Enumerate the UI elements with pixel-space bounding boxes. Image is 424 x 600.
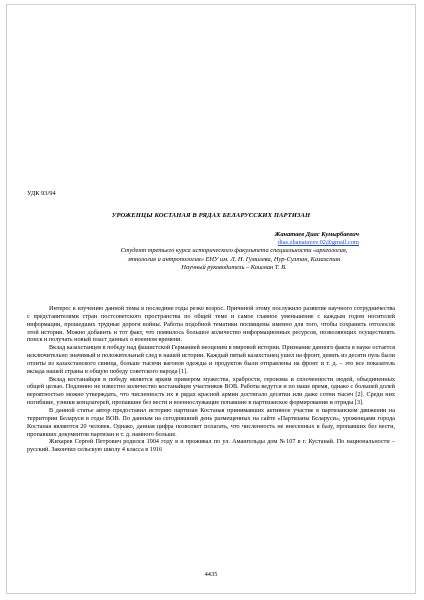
affiliation-line-2: этнология и антропология» ЕНУ им. Л. Н. Гумилева, Нур-Султан, Казахстан <box>127 255 341 263</box>
page-number: 4435 <box>204 571 218 578</box>
paragraph: Вклад костанайцев в победу является ярким примером мужества, храбрости, героизма и сплоченности людей, объединенных общей целью. Подлинно не известно количество костанайцев участников ВОВ. Работы ведутся и по наше время, однако с большей долей вероятностью можно утверждать, что численность их в рядах красной армии достигало десятки или даже сотни тысяч [2]. Среди них погибшие, узники концлагерей, пропавшие без вести и военнослужащие попавшие в партизанское формирования и отряды [3]. <box>27 375 395 407</box>
paragraph: Жихарев Сергей Петрович родился 1904 году в и проживал по ул. Амангельды дом №107 в г. Кустанай. По национальности – русский. Закончил сельскую школу 4 класса в 1916 <box>27 438 395 454</box>
author-block <box>109 231 359 272</box>
email-line <box>109 239 359 247</box>
article-body <box>27 305 395 454</box>
paragraph: Интерес к изучению данной темы в последние годы резко возрос. Причиной этому послужило развитие научного сотрудничества с представителями стран постсоветского пространства по общей теме и самое главное уменьшение с каждым годом носителей информации, прошедших трудные дороги войны. Работы подобной тематики посвящены именно для того, чтобы сохранить отголосок этой истории. Можно добавить и тот факт, что появилось большое количество информационных ресурсов, позволяющих осуществлять поиск и получать новый пласт данных о военном времени. <box>27 305 395 344</box>
article-title: УРОЖЕНЦЫ КОСТАНАЯ В РЯДАХ БЕЛАРУССКИХ ПАРТИЗАН <box>111 212 311 219</box>
document-page <box>6 4 416 594</box>
author-email-link[interactable]: dias.zhanatayev.02@gmail.com <box>277 239 359 247</box>
affiliation-line-1: Студент третьего курса исторического факультета специальности «археология, <box>120 247 348 255</box>
supervisor-line: Научный руководитель – Кошман Т. В. <box>181 263 287 271</box>
author-name: Жанатаев Диас Кумырбаевич <box>274 231 359 238</box>
paragraph: Вклад казахстанцев в победу над фашистской Германией неоценим в мировой истории. Признание данного факта в науке остается исключительно значимый и положительный след в нашей истории. Каждый пятый казахстанец ушел на фронт, девять из десяти пуль были отлиты из казахстанского свинца, больше тысячи вагонов одежды и продуктов были отправлены на фронт и т. д. – это все показатель вклада нашей страны в общую победу советского народа [1]. <box>27 344 395 375</box>
paragraph: В данной статье автор предоставил историю партизан Костаная принимавших активное участие в партизанском движении на территории Беларуси в годы ВОВ. По данным на сегодняшний день размещенных на сайте «Партизаны Беларуси», уроженцами города Костаная являются 20 человек. Однако, данная цифра позволяет полагать, что численность не внесенных в базу, пропавших без вести, пропавших документов партизан и т. д. намного больше. <box>27 406 395 438</box>
udc-code: УДК 93/94 <box>27 190 56 197</box>
